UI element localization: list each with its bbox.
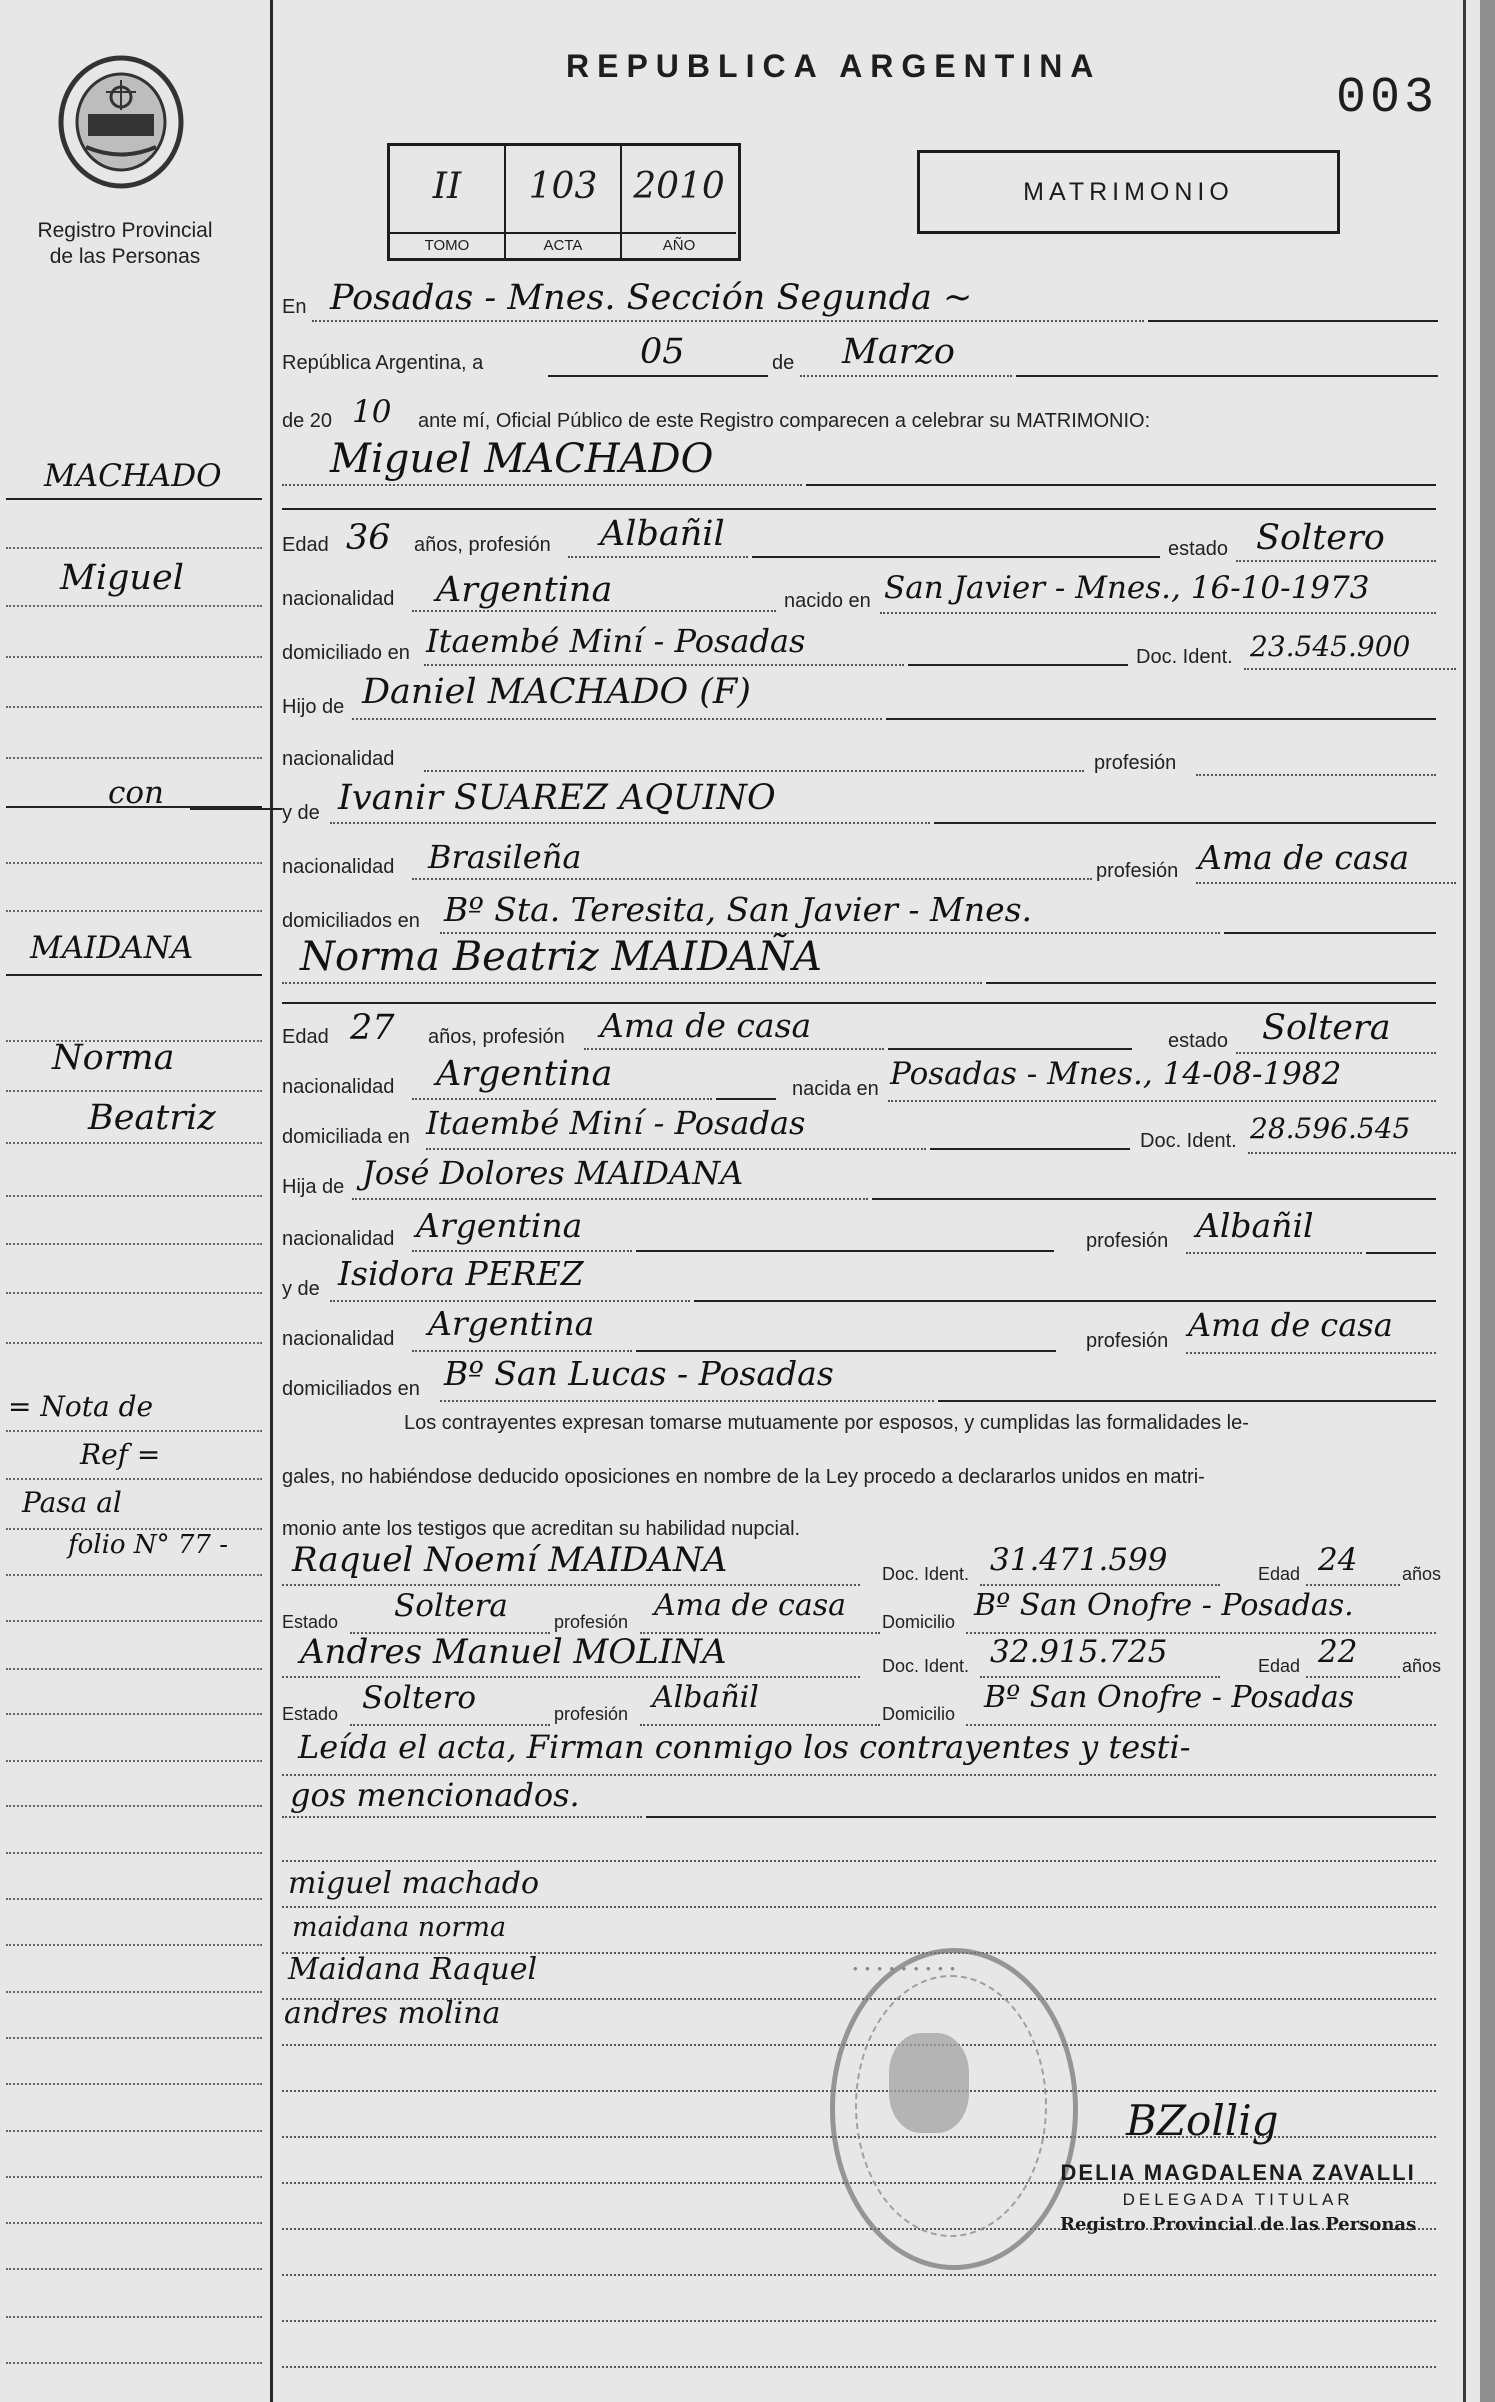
witness1-doc: 31.471.599: [990, 1542, 1168, 1578]
label-hija-de: Hija de: [282, 1176, 345, 1198]
margin-connector: con: [108, 775, 164, 811]
label-domiciliados-groom: domiciliados en: [282, 910, 420, 932]
margin-surname-bride: MAIDANA: [30, 930, 194, 966]
label-estado-witness2: Estado: [282, 1704, 339, 1724]
label-anios-witness1: años: [1402, 1564, 1442, 1584]
acta-cell: 103 ACTA: [506, 146, 622, 258]
declaration-line2: gales, no habiéndose deducido oposiciones en nombre de la Ley procedo a declararlos unidos en matri-: [282, 1466, 1205, 1488]
label-domicilio-witness1: Domicilio: [882, 1612, 956, 1632]
label-hijo-de: Hijo de: [282, 696, 345, 718]
bride-domicile: Itaembé Miní - Posadas: [426, 1104, 806, 1142]
closing-line1: Leída el acta, Firman conmigo los contrayentes y testi-: [298, 1728, 1191, 1766]
label-domiciliados-bride: domiciliados en: [282, 1378, 420, 1400]
label-estado-witness1: Estado: [282, 1612, 339, 1632]
label-de-month: de: [772, 352, 795, 374]
signature-witness2: andres molina: [284, 1996, 501, 2031]
margin-note-line3: Pasa al: [22, 1486, 122, 1519]
label-nacionalidad-bride-mother: nacionalidad: [282, 1328, 395, 1350]
label-edad-witness1: Edad: [1258, 1564, 1301, 1584]
label-anios-profesion-groom: años, profesión: [414, 534, 551, 556]
label-y-de-groom: y de: [282, 802, 320, 824]
bride-birth: Posadas - Mnes., 14-08-1982: [890, 1056, 1342, 1092]
label-domiciliada-bride: domiciliada en: [282, 1126, 410, 1148]
witness2-status: Soltero: [362, 1680, 477, 1716]
groom-mother-nationality: Brasileña: [428, 838, 582, 876]
label-edad-witness2: Edad: [1258, 1656, 1301, 1676]
act-month: Marzo: [842, 332, 955, 372]
groom-father: Daniel MACHADO (F): [362, 672, 751, 712]
label-edad-bride: Edad: [282, 1026, 329, 1048]
margin-name-groom: Miguel: [60, 558, 184, 598]
act-id-box: [387, 143, 741, 261]
act-place: Posadas - Mnes. Sección Segunda ~: [330, 278, 973, 318]
registry-name: Registro Provincial de las Personas: [37, 219, 213, 268]
label-anios-witness2: años: [1402, 1656, 1442, 1676]
label-anios-profesion-bride: años, profesión: [428, 1026, 565, 1048]
bride-civil-status: Soltera: [1262, 1008, 1391, 1048]
country-title: REPUBLICA ARGENTINA: [566, 48, 1102, 84]
bride-nationality: Argentina: [436, 1054, 613, 1094]
witness1-domicile: Bº San Onofre - Posadas.: [974, 1588, 1354, 1623]
margin-note-line1: = Nota de: [8, 1390, 154, 1423]
signature-witness1: Maidana Raquel: [288, 1952, 538, 1987]
label-doc-groom: Doc. Ident.: [1136, 646, 1233, 668]
groom-full-name: Miguel MACHADO: [330, 436, 714, 482]
witness2-doc: 32.915.725: [990, 1634, 1168, 1670]
witness1-name: Raquel Noemí MAIDANA: [292, 1540, 728, 1580]
label-profesion-witness1: profesión: [554, 1612, 629, 1632]
label-ante-mi: ante mí, Oficial Público de este Registro comparecen a celebrar su MATRIMONIO:: [418, 410, 1151, 432]
label-estado-groom: estado: [1168, 538, 1229, 560]
anio-cell: 2010 AÑO: [622, 146, 736, 258]
label-doc-bride: Doc. Ident.: [1140, 1130, 1237, 1152]
signature-bride: maidana norma: [292, 1912, 507, 1943]
label-y-de-bride: y de: [282, 1278, 320, 1300]
label-de-anio: de 20: [282, 410, 333, 432]
officer-organization: Registro Provincial de las Personas: [1060, 2214, 1417, 2235]
bride-age: 27: [350, 1008, 395, 1048]
label-domiciliado-groom: domiciliado en: [282, 642, 410, 664]
margin-surname-groom: MACHADO: [44, 458, 222, 494]
groom-civil-status: Soltero: [1256, 518, 1385, 558]
label-nacionalidad-groom-father: nacionalidad: [282, 748, 395, 770]
act-day: 05: [640, 332, 685, 372]
label-nacionalidad-bride-father: nacionalidad: [282, 1228, 395, 1250]
groom-mother-profession: Ama de casa: [1198, 838, 1410, 877]
signature-groom: miguel machado: [288, 1866, 540, 1901]
witness1-age: 24: [1318, 1542, 1358, 1578]
bride-mother-nationality: Argentina: [428, 1304, 595, 1343]
witness1-profession: Ama de casa: [654, 1588, 846, 1623]
margin-column: [0, 0, 273, 2402]
bride-doc: 28.596.545: [1250, 1112, 1411, 1145]
label-profesion-groom-father: profesión: [1094, 752, 1177, 774]
official-stamp-icon: • • • • • • • • •: [830, 1948, 1078, 2270]
bride-father: José Dolores MAIDANA: [362, 1154, 744, 1192]
margin-name-bride-second: Beatriz: [88, 1098, 216, 1138]
label-profesion-witness2: profesión: [554, 1704, 629, 1724]
act-type-box: MATRIMONIO: [917, 150, 1340, 234]
bride-mother-profession: Ama de casa: [1188, 1306, 1393, 1344]
witness1-status: Soltera: [394, 1588, 508, 1624]
groom-birth: San Javier - Mnes., 16-10-1973: [884, 570, 1370, 606]
label-republica: República Argentina, a: [282, 352, 484, 374]
groom-domicile: Itaembé Miní - Posadas: [426, 622, 806, 660]
label-domicilio-witness2: Domicilio: [882, 1704, 956, 1724]
label-nacida-en: nacida en: [792, 1078, 879, 1100]
groom-nationality: Argentina: [436, 570, 613, 610]
declaration-line1: Los contrayentes expresan tomarse mutuamente por esposos, y cumplidas las formalidades le-: [404, 1412, 1249, 1434]
label-edad-groom: Edad: [282, 534, 329, 556]
label-estado-bride: estado: [1168, 1030, 1229, 1052]
label-profesion-bride-father: profesión: [1086, 1230, 1169, 1252]
label-nacionalidad-groom-mother: nacionalidad: [282, 856, 395, 878]
label-nacionalidad-groom: nacionalidad: [282, 588, 395, 610]
closing-line2: gos mencionados.: [290, 1776, 580, 1814]
label-profesion-bride-mother: profesión: [1086, 1330, 1169, 1352]
officer-signature: BZollig: [1126, 2096, 1279, 2145]
margin-name-bride-first: Norma: [52, 1038, 175, 1078]
label-en: En: [282, 296, 307, 318]
bride-full-name: Norma Beatriz MAIDAÑA: [300, 934, 822, 980]
witness2-domicile: Bº San Onofre - Posadas: [984, 1680, 1355, 1715]
groom-profession: Albañil: [600, 514, 725, 554]
witness2-age: 22: [1318, 1634, 1358, 1670]
label-nacido-en: nacido en: [784, 590, 871, 612]
margin-note-line4: folio N° 77 -: [68, 1530, 228, 1560]
witness2-name: Andres Manuel MOLINA: [300, 1632, 727, 1672]
groom-parents-domicile: Bº Sta. Teresita, San Javier - Mnes.: [444, 890, 1033, 929]
label-profesion-groom-mother: profesión: [1096, 860, 1179, 882]
label-doc-witness2: Doc. Ident.: [882, 1656, 970, 1676]
province-seal-icon: [56, 52, 186, 197]
officer-name: DELIA MAGDALENA ZAVALLI: [1060, 2160, 1416, 2185]
groom-age: 36: [346, 518, 391, 558]
groom-mother: Ivanir SUAREZ AQUINO: [338, 778, 776, 818]
label-doc-witness1: Doc. Ident.: [882, 1564, 970, 1584]
act-year: 10: [352, 394, 392, 430]
tomo-cell: II TOMO: [390, 146, 506, 258]
bride-parents-domicile: Bº San Lucas - Posadas: [444, 1354, 834, 1393]
officer-role: DELEGADA TITULAR: [1122, 2190, 1354, 2209]
bride-profession: Ama de casa: [600, 1006, 812, 1045]
folio-number: 003: [1336, 70, 1439, 127]
bride-father-nationality: Argentina: [416, 1206, 583, 1245]
officer-block: [1060, 2160, 1416, 2235]
margin-note-line2: Ref =: [80, 1438, 161, 1471]
groom-doc: 23.545.900: [1250, 630, 1411, 663]
label-nacionalidad-bride: nacionalidad: [282, 1076, 395, 1098]
witness2-profession: Albañil: [652, 1680, 759, 1715]
bride-father-profession: Albañil: [1196, 1206, 1314, 1245]
declaration-line3: monio ante los testigos que acreditan su habilidad nupcial.: [282, 1518, 801, 1540]
bride-mother: Isidora PEREZ: [338, 1254, 584, 1293]
